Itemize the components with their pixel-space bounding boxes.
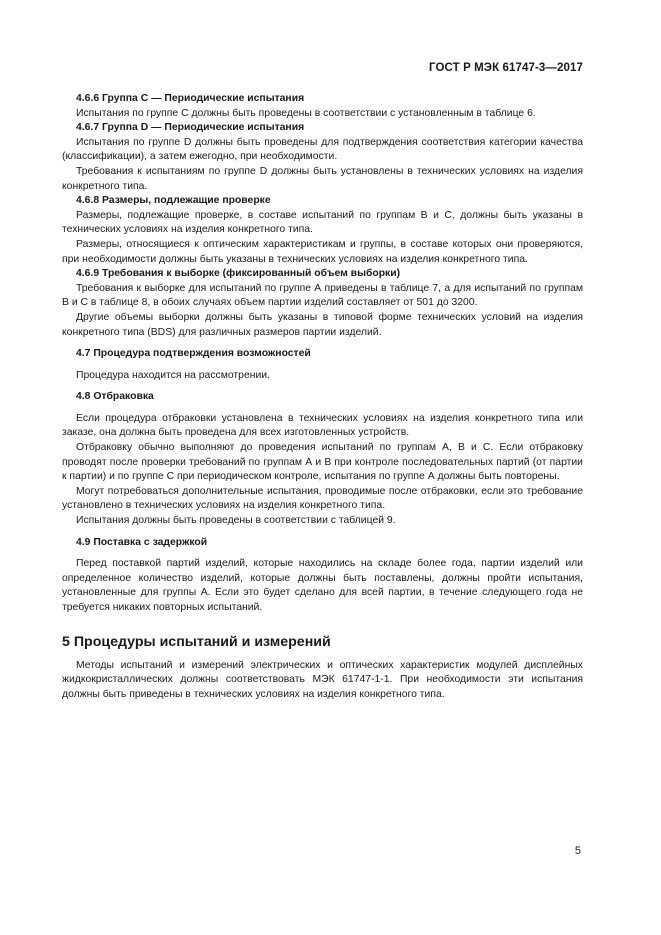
paragraph: Если процедура отбраковки установлена в технических условиях на изделия конкретного типа или заказе, она должна быть проведена для всех изготовленных устройств.	[62, 412, 583, 439]
paragraph: Другие объемы выборки должны быть указаны в типовой форме технических условий на изделия конкретного типа (BDS) для различных размеров партии изделий.	[62, 311, 583, 338]
document-body	[62, 92, 583, 702]
page-number: 5	[574, 845, 581, 857]
paragraph: Могут потребоваться дополнительные испытания, проводимые после отбраковки, если это требование установлено в технических условиях на изделия конкретного типа.	[62, 485, 583, 512]
subsection-heading: 4.6.9 Требования к выборке (фиксированный объем выборки)	[76, 268, 401, 280]
section-heading: 4.9 Поставка с задержкой	[76, 536, 208, 548]
paragraph: Перед поставкой партий изделий, которые находились на складе более года, партии изделий или определенное количество изделий, которые должны быть поставлены, должны пройти испытания, установленные для группы А. Если это будет сделано для всей партии, в течение следующего года не требуется никаких повторных испытаний.	[62, 558, 583, 613]
subsection-heading: 4.6.7 Группа D — Периодические испытания	[76, 122, 305, 134]
paragraph: Испытания должны быть проведены в соответствии с таблицей 9.	[76, 515, 396, 527]
document-header: ГОСТ Р МЭК 61747-3—2017	[429, 62, 583, 74]
paragraph: Требования к выборке для испытаний по группе А приведены в таблице 7, а для испытаний по группам В и С в таблице 8, в обоих случаях объем партии изделий составляет от 501 до 3200.	[62, 282, 583, 309]
paragraph: Испытания по группе С должны быть проведены в соответствии с установленным в таблице 6.	[76, 107, 536, 119]
subsection-heading: 4.6.6 Группа С — Периодические испытания	[76, 93, 305, 104]
chapter-heading: 5 Процедуры испытаний и измерений	[62, 633, 331, 650]
paragraph: Отбраковку обычно выполняют до проведения испытаний по группам А, В и С. Если отбраковку проводят после проверки требований по группам А и В при контроле последовательных партий (от партии к партии) и по группе С при периодическом контроле, испытания по группе А должны быть повторены.	[62, 442, 583, 483]
paragraph: Процедура находится на рассмотрении.	[76, 369, 270, 381]
paragraph: Размеры, подлежащие проверке, в составе испытаний по группам В и С, должны быть указаны в технических условиях на изделия конкретного типа.	[62, 209, 583, 236]
paragraph: Испытания по группе D должны быть проведены для подтверждения соответствия категории качества (классификации), а затем ежегодно, при необходимости.	[62, 136, 583, 163]
paragraph: Требования к испытаниям по группе D должны быть установлены в технических условиях на изделия конкретного типа.	[62, 165, 583, 192]
section-heading: 4.7 Процедура подтверждения возможностей	[76, 348, 311, 360]
paragraph: Размеры, относящиеся к оптическим характеристикам и группы, в составе которых они проверяются, при необходимости должны быть указаны в технических условиях на изделия конкретного типа.	[62, 238, 583, 265]
subsection-heading: 4.6.8 Размеры, подлежащие проверке	[76, 195, 271, 207]
paragraph: Методы испытаний и измерений электрических и оптических характеристик модулей дисплейных жидкокристаллических должны соответствовать МЭК 61747-1-1. При необходимости эти испытания должны быть приведены в технических условиях на изделия конкретного типа.	[62, 659, 583, 700]
section-heading: 4.8 Отбраковка	[76, 391, 154, 403]
